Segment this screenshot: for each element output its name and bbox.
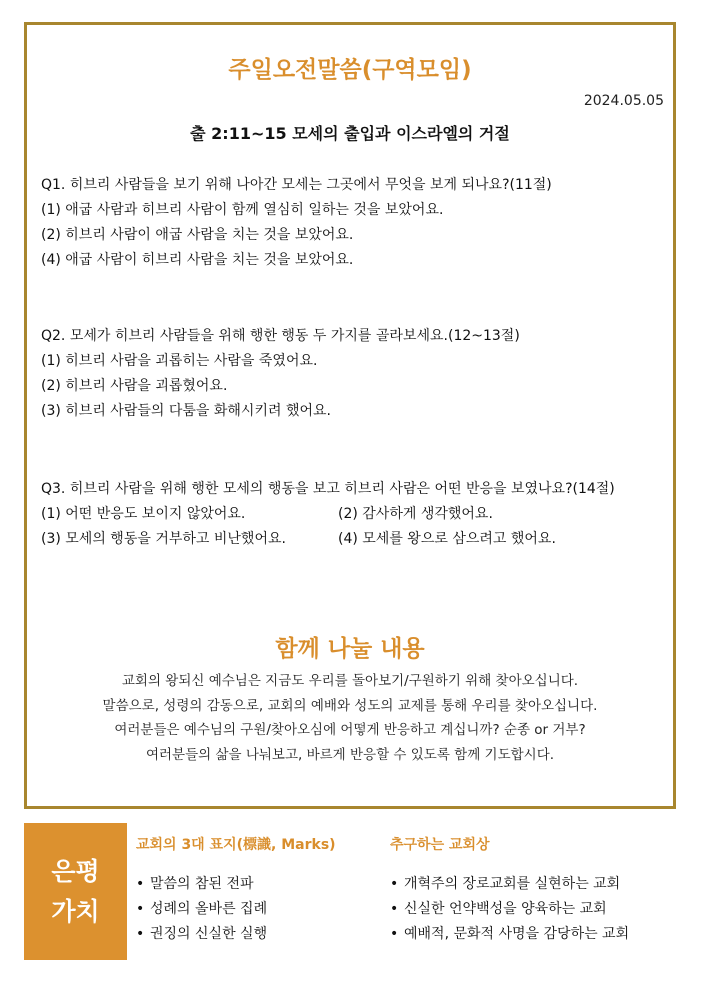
share-content	[27, 669, 673, 767]
bullet-icon: •	[136, 876, 145, 892]
share-line: 여러분들의 삶을 나눠보고, 바르게 반응할 수 있도록 함께 기도합시다.	[145, 746, 555, 763]
option: (3) 히브리 사람들의 다툼을 화해시키려 했어요.	[41, 403, 331, 419]
question-2	[41, 324, 653, 424]
list-item: • 성례의 올바른 집례	[136, 897, 336, 922]
option: (1) 히브리 사람을 괴롭히는 사람을 죽였어요.	[41, 353, 318, 369]
question-text: Q2. 모세가 히브리 사람들을 위해 행한 행동 두 가지를 골라보세요.(12~13절)	[41, 328, 520, 344]
option: (1) 어떤 반응도 보이지 않았어요.	[41, 506, 246, 522]
question-3	[41, 477, 653, 552]
question-text: Q3. 히브리 사람을 위해 행한 모세의 행동을 보고 히브리 사람은 어떤 반응을 보였나요?(14절)	[41, 481, 615, 497]
passage-heading: 출 2:11~15 모세의 출입과 이스라엘의 거절	[190, 124, 510, 143]
option: (1) 애굽 사람과 히브리 사람이 함께 열심히 일하는 것을 보았어요.	[41, 202, 444, 218]
option: (3) 모세의 행동을 거부하고 비난했어요.	[41, 531, 286, 547]
vision-heading: 추구하는 교회상	[390, 837, 490, 853]
list-item: • 예배적, 문화적 사명을 감당하는 교회	[390, 922, 629, 947]
bullet-icon: •	[390, 926, 399, 942]
vision-column	[390, 834, 629, 947]
worksheet-frame	[24, 22, 676, 809]
bullet-icon: •	[390, 876, 399, 892]
option-row	[41, 502, 653, 527]
church-values-badge	[24, 823, 127, 960]
option: (2) 감사하게 생각했어요.	[338, 506, 493, 522]
question-1	[41, 173, 653, 273]
share-line: 교회의 왕되신 예수님은 지금도 우리를 돌아보기/구원하기 위해 찾아오십니다.	[121, 673, 579, 689]
marks-heading: 교회의 3대 표지(標識, Marks)	[136, 837, 336, 853]
share-title: 함께 나눌 내용	[275, 636, 425, 662]
badge-line: 은평	[51, 856, 100, 886]
bullet-icon: •	[390, 901, 399, 917]
option: (4) 모세를 왕으로 삼으려고 했어요.	[338, 531, 556, 547]
marks-column	[136, 834, 336, 947]
question-text: Q1. 히브리 사람들을 보기 위해 나아간 모세는 그곳에서 무엇을 보게 되나요?(11절)	[41, 177, 552, 193]
list-item: • 신실한 언약백성을 양육하는 교회	[390, 897, 629, 922]
share-line: 여러분들은 예수님의 구원/찾아오심에 어떻게 반응하고 계십니까? 순종 or 거부?	[114, 722, 586, 738]
list-item: • 말씀의 참된 전파	[136, 872, 336, 897]
list-item: • 권징의 신실한 실행	[136, 922, 336, 947]
option: (2) 히브리 사람이 애굽 사람을 치는 것을 보았어요.	[41, 227, 354, 243]
option-row	[41, 527, 653, 552]
list-item: • 개혁주의 장로교회를 실현하는 교회	[390, 872, 629, 897]
bullet-icon: •	[136, 901, 145, 917]
badge-line: 가치	[51, 896, 100, 926]
option: (4) 애굽 사람이 히브리 사람을 치는 것을 보았어요.	[41, 252, 354, 268]
share-line: 말씀으로, 성령의 감동으로, 교회의 예배와 성도의 교제를 통해 우리를 찾아오십니다.	[102, 697, 598, 714]
date: 2024.05.05	[583, 93, 664, 109]
page-title: 주일오전말씀(구역모임)	[228, 57, 472, 83]
bullet-icon: •	[136, 926, 145, 942]
option: (2) 히브리 사람을 괴롭혔어요.	[41, 378, 228, 394]
